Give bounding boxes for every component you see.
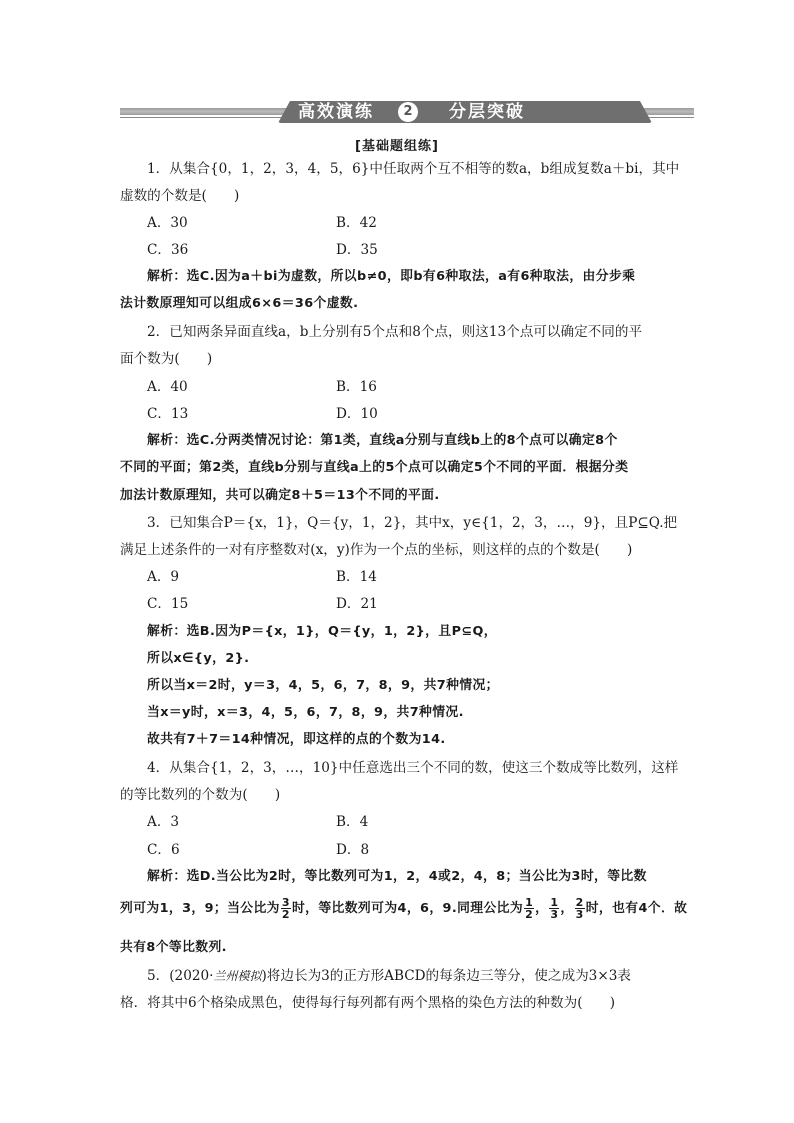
q3-stem-line1: 3．已知集合P＝{x，1}，Q＝{y，1，2}，其中x，y∈{1，2，3，…，9}，且P⊆Q.把 [147,515,678,531]
q2-solution-line3: 加法计数原理知，共可以确定8＋5＝13个不同的平面. [120,488,440,503]
q1-stem-line1: 1．从集合{0，1，2，3，4，5，6}中任取两个互不相等的数a，b组成复数a＋bi，其中 [147,161,680,177]
q4-separator-2: ， [560,901,574,916]
q2-option-a: A．40 [147,379,188,395]
q3-solution-line2: 所以x∈{y，2}. [147,651,250,666]
fraction-denominator: 3 [550,908,559,921]
q2-option-c: C．13 [147,406,189,422]
q1-solution-line2: 法计数原理知可以组成6×6＝36个虚数. [120,296,359,311]
q2-solution-line1: 解析：选C.分两类情况讨论：第1类，直线a分别与直线b上的8个点可以确定8个 [147,433,618,448]
q4-solution-line2 [120,897,687,920]
q3-option-d: D．21 [336,596,378,612]
q4-solution-text-c: 时，也有4个．故 [585,901,688,916]
q4-option-c: C．6 [147,842,180,858]
fraction-3-2 [281,897,291,920]
q2-stem-line1: 2．已知两条异面直线a，b上分别有5个点和8个点，则这13个点可以确定不同的平 [147,324,643,340]
q4-option-a: A．3 [147,814,180,830]
q2-solution-line2: 不同的平面；第2类，直线b分别与直线a上的5个点可以确定5个不同的平面．根据分类 [120,460,629,475]
q4-solution-line3: 共有8个等比数列. [120,940,227,955]
q3-solution-line3: 所以当x＝2时，y＝3，4，5，6，7，8，9，共7种情况； [147,678,499,693]
fraction-denominator: 2 [281,908,290,921]
q1-option-a: A．30 [147,215,188,231]
q5-stem-line1 [147,967,631,985]
q4-solution-text-b: 时，等比数列可为4，6，9.同理公比为 [291,901,524,916]
q4-option-b: B．4 [336,814,369,830]
fraction-numerator: 2 [575,896,584,909]
banner-title-right: 分层突破 [449,102,525,122]
q2-option-d: D．10 [336,406,378,422]
q1-option-d: D．35 [336,242,378,258]
fraction-2-3 [575,897,585,920]
section-title: [基础题组练] [355,139,439,154]
fraction-numerator: 1 [550,896,559,909]
q1-option-b: B．42 [336,215,377,231]
q4-stem-line2: 的等比数列的个数为( ) [120,787,281,803]
q1-solution-line1: 解析：选C.因为a＋bi为虚数，所以b≠0，即b有6种取法，a有6种取法，由分步乘 [147,269,636,284]
q1-stem-line2: 虚数的个数是( ) [120,188,240,204]
q3-solution-line4: 当x＝y时，x＝3，4，5，6，7，8，9，共7种情况. [147,705,464,720]
q4-solution-line1: 解析：选D.当公比为2时，等比数列可为1，2，4或2，4，8；当公比为3时，等比数 [147,869,647,884]
fraction-numerator: 3 [281,896,290,909]
q3-option-b: B．14 [336,569,377,585]
q1-option-c: C．36 [147,242,189,258]
q5-stem-rest: )将边长为3的正方形ABCD的每条边三等分，使之成为3×3表 [261,968,631,984]
q4-stem-line1: 4．从集合{1，2，3，…，10}中任意选出三个不同的数，使这三个数成等比数列，这样 [147,760,679,776]
fraction-denominator: 3 [575,908,584,921]
q3-option-a: A．9 [147,569,180,585]
q3-solution-line5: 故共有7＋7＝14种情况，即这样的点的个数为14. [147,732,446,747]
banner-badge-icon: 2 [398,102,418,122]
q3-stem-line2: 满足上述条件的一对有序整数对(x，y)作为一个点的坐标，则这样的点的个数是( ) [120,542,633,558]
fraction-denominator: 2 [525,908,534,921]
q5-source: 兰州模拟 [213,969,262,983]
fraction-1-3 [549,897,559,920]
q4-option-d: D．8 [336,842,370,858]
q2-option-b: B．16 [336,379,377,395]
q4-solution-text-a: 列可为1，3，9；当公比为 [120,901,280,916]
q5-stem-prefix: 5．(2020· [147,968,214,984]
banner-title-left: 高效演练 [298,102,374,122]
fraction-numerator: 1 [525,896,534,909]
q2-stem-line2: 面个数为( ) [120,351,213,367]
fraction-1-2 [524,897,534,920]
q3-solution-line1: 解析：选B.因为P＝{x，1}，Q＝{y，1，2}，且P⊆Q， [147,624,497,639]
q3-option-c: C．15 [147,596,189,612]
q4-separator-1: ， [535,901,549,916]
practice-banner [120,101,694,121]
q5-stem-line2: 格．将其中6个格染成黑色，使得每行每列都有两个黑格的染色方法的种数为( ) [120,995,616,1011]
